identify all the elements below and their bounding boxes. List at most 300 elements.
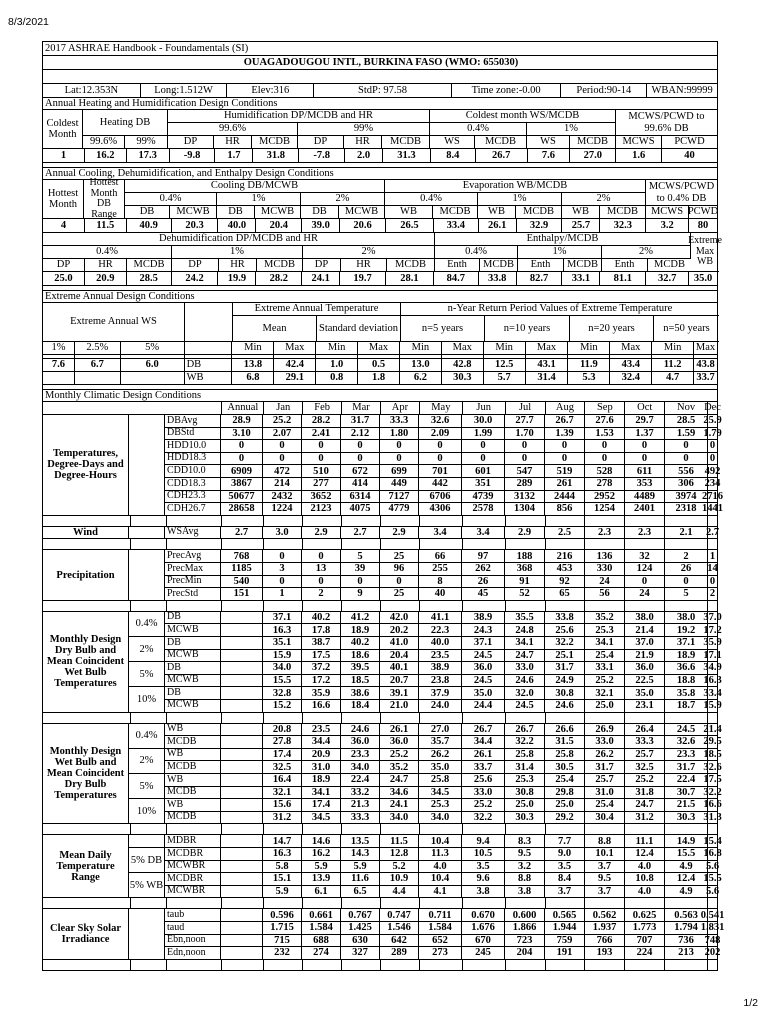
monthly-value: 5.9 <box>302 861 341 874</box>
humidification-header: Humidification DP/MCDB and HR <box>168 110 430 123</box>
monthly-value: 11.1 <box>625 835 665 848</box>
table-cell <box>381 898 420 909</box>
table-cell: DB <box>125 206 170 219</box>
table-cell: MCDB <box>433 206 478 219</box>
month-header: Feb <box>303 402 342 415</box>
table-row <box>165 636 722 650</box>
monthly-value: 699 <box>380 465 419 478</box>
percentile-label: 10% <box>129 799 165 824</box>
monthly-value: 25.8 <box>419 774 462 787</box>
dehum-value: 19.7 <box>340 272 386 286</box>
monthly-value: 20.9 <box>302 749 341 762</box>
monthly-value: 1.831 <box>700 922 725 934</box>
monthly-value: 0 <box>462 453 505 466</box>
monthly-value: 16.4 <box>263 774 302 787</box>
monthly-value: 28.2 <box>302 415 341 428</box>
table-cell: MCDB <box>475 136 527 149</box>
monthly-value: 4.9 <box>665 861 708 874</box>
table-cell <box>342 516 381 527</box>
monthly-value: 24.1 <box>380 799 419 812</box>
monthly-value: 26.9 <box>585 724 625 737</box>
table-cell: DB <box>301 206 339 219</box>
monthly-value: 1.715 <box>263 922 302 935</box>
monthly-value: 688 <box>302 935 341 948</box>
row-label: DBAvg <box>165 415 221 428</box>
table-cell <box>625 516 665 527</box>
monthly-value: 25.7 <box>625 749 665 762</box>
table-cell: 99% <box>298 123 430 136</box>
month-header: Oct <box>625 402 665 415</box>
table-row <box>165 786 722 800</box>
monthly-value: 4306 <box>419 503 462 516</box>
row-label: MCDB <box>165 761 221 774</box>
extreme-section-title: Extreme Annual Design Conditions <box>43 291 717 303</box>
monthly-value: 1254 <box>585 503 625 516</box>
monthly-value: 0 <box>625 576 665 589</box>
extreme-value: 32.4 <box>610 372 652 385</box>
monthly-value: 540 <box>221 576 263 589</box>
table-row <box>43 359 717 372</box>
monthly-value: 766 <box>585 935 625 948</box>
row-label: PrecAvg <box>165 550 221 563</box>
row-label: MDBR <box>165 835 221 848</box>
monthly-value: 3.2 <box>505 861 545 874</box>
extreme-value: 11.9 <box>568 359 610 372</box>
monthly-value <box>221 947 263 960</box>
month-header: Jul <box>506 402 546 415</box>
heating-value: -7.8 <box>299 149 345 163</box>
table-cell <box>546 516 586 527</box>
monthly-value: 31.2 <box>263 812 302 825</box>
monthly-value: 1441 <box>702 503 723 515</box>
monthly-value: 36.0 <box>625 662 665 675</box>
monthly-value: 17.5 <box>302 650 341 663</box>
monthly-value: 642 <box>380 935 419 948</box>
monthly-value: 21.0 <box>380 700 419 713</box>
monthly-value: 40.2 <box>341 637 380 650</box>
table-cell <box>585 516 625 527</box>
table-cell <box>546 601 586 612</box>
extreme-value: 31.4 <box>526 372 569 385</box>
monthly-value: 0 <box>380 453 419 466</box>
table-cell <box>625 898 665 909</box>
monthly-value: 0 <box>462 440 505 453</box>
dehum-value: 19.9 <box>218 272 256 286</box>
monthly-value: 26.1 <box>380 724 419 737</box>
monthly-value: 10.4 <box>419 873 462 886</box>
monthly-value: 3652 <box>302 491 341 504</box>
location-field: Long:1.512W <box>141 84 228 98</box>
monthly-value: 1.99 <box>462 428 505 441</box>
monthly-value: 6706 <box>419 491 462 504</box>
monthly-value: 56 <box>585 588 625 601</box>
table-row <box>43 84 717 98</box>
table-cell <box>420 824 463 835</box>
monthly-value: 24.5 <box>462 650 505 663</box>
table-cell: 1% <box>478 193 562 206</box>
table-cell: Min <box>568 342 610 355</box>
monthly-value: 38.0 <box>625 612 665 625</box>
monthly-value: 33.3 <box>341 812 380 825</box>
cooling-value: 80 <box>689 219 717 233</box>
monthly-value <box>221 787 263 800</box>
row-label: CDD18.3 <box>165 478 221 491</box>
monthly-value: 30.4 <box>585 812 625 825</box>
enthalpy-header: Enthalpy/MCDB <box>435 233 691 246</box>
table-row <box>165 735 722 749</box>
monthly-value <box>221 909 263 922</box>
cooling-value: 3.2 <box>646 219 689 233</box>
table-row <box>125 206 717 219</box>
table-cell <box>264 601 303 612</box>
monthly-value: 35.8 <box>665 687 708 700</box>
row-label: MCWB <box>165 675 221 688</box>
table-cell <box>463 960 506 970</box>
monthly-value: 36.0 <box>341 736 380 749</box>
cooling-value: 4 <box>43 219 85 233</box>
table-row <box>165 872 722 886</box>
table-cell <box>463 713 506 724</box>
table-row <box>165 760 722 774</box>
table-cell <box>264 824 303 835</box>
db-range-header: Hottest Month DB Range <box>84 180 125 219</box>
table-cell <box>506 898 546 909</box>
table-cell <box>665 601 708 612</box>
monthly-value: 26.7 <box>462 724 505 737</box>
monthly-value <box>221 662 263 675</box>
table-cell <box>665 824 708 835</box>
table-cell: 0.4% <box>435 246 518 259</box>
monthly-value: 26.6 <box>545 724 585 737</box>
monthly-value: 27.6 <box>585 415 625 428</box>
table-cell: MCDB <box>382 136 430 149</box>
row-label: PrecMax <box>165 563 221 576</box>
monthly-value: 31.3 <box>703 812 722 824</box>
monthly-value: 0 <box>302 440 341 453</box>
row-label: WB <box>165 724 221 737</box>
monthly-value: 33.8 <box>545 612 585 625</box>
monthly-value <box>221 624 263 637</box>
table-row <box>165 502 723 516</box>
month-header: Dec <box>704 402 721 414</box>
table-cell <box>131 960 167 970</box>
monthly-value: 0.562 <box>585 909 625 922</box>
table-row <box>43 233 435 246</box>
monthly-value: 24.3 <box>462 624 505 637</box>
table-cell <box>222 898 264 909</box>
table-cell: Min <box>652 342 694 355</box>
monthly-value: 36.6 <box>665 662 708 675</box>
monthly-value: 2578 <box>462 503 505 516</box>
table-row <box>83 110 168 136</box>
monthly-value: 245 <box>462 947 505 960</box>
row-label: HDD10.0 <box>165 440 221 453</box>
table-cell <box>625 713 665 724</box>
monthly-value: 32.8 <box>263 687 302 700</box>
table-cell: MCDB <box>648 259 691 272</box>
table-cell <box>585 601 625 612</box>
heating-value: 2.0 <box>345 149 383 163</box>
table-cell: 6.0 <box>121 359 185 372</box>
table-row <box>165 490 723 504</box>
monthly-value: 24.8 <box>505 624 545 637</box>
monthly-value: 29.5 <box>703 736 722 748</box>
monthly-value: 35.0 <box>462 687 505 700</box>
table-cell <box>420 898 463 909</box>
monthly-value: 0.747 <box>380 909 419 922</box>
table-cell <box>167 516 223 527</box>
monthly-value: 3974 <box>665 491 708 504</box>
monthly-value: 23.1 <box>625 700 665 713</box>
table-cell: PCWD <box>662 136 717 149</box>
location-field: Lat:12.353N <box>43 84 141 98</box>
cooling-value: 25.7 <box>562 219 600 233</box>
monthly-value: 26 <box>462 576 505 589</box>
monthly-value: 17.1 <box>703 649 722 661</box>
table-cell <box>342 601 381 612</box>
monthly-value: 31.4 <box>505 761 545 774</box>
table-row <box>401 316 719 342</box>
monthly-value: 26.2 <box>585 749 625 762</box>
table-row <box>165 798 722 812</box>
monthly-value: 16.3 <box>263 624 302 637</box>
monthly-value: 25 <box>380 588 419 601</box>
monthly-value: 24.9 <box>545 675 585 688</box>
monthly-value: 34.5 <box>302 812 341 825</box>
monthly-value: 9.6 <box>462 873 505 886</box>
monthly-value: 32.2 <box>462 812 505 825</box>
table-cell: 99.6% <box>83 136 125 149</box>
monthly-value: 25.4 <box>585 650 625 663</box>
monthly-value: 289 <box>380 947 419 960</box>
row-label: DB <box>165 637 221 650</box>
monthly-value: 31.7 <box>341 415 380 428</box>
table-cell: n=10 years <box>485 316 570 342</box>
monthly-value: 18.9 <box>341 624 380 637</box>
monthly-value: 306 <box>665 478 708 491</box>
cooling-value: 32.3 <box>600 219 646 233</box>
monthly-value: 3.10 <box>221 428 263 441</box>
monthly-value: 66 <box>419 550 462 563</box>
table-row <box>168 123 430 136</box>
monthly-value: 0 <box>419 453 462 466</box>
table-cell: Max <box>358 342 400 355</box>
table-row <box>165 674 722 688</box>
extreme-temp-header: Extreme Annual Temperature <box>233 303 401 316</box>
monthly-value: 16.8 <box>703 848 722 860</box>
extreme-value: 42.8 <box>442 359 484 372</box>
table-cell <box>463 601 506 612</box>
monthly-value: 17.4 <box>302 799 341 812</box>
table-cell <box>131 713 167 724</box>
monthly-value: 204 <box>505 947 545 960</box>
row-label: MCWBR <box>165 886 221 899</box>
monthly-value: 191 <box>545 947 585 960</box>
monthly-value: 25.1 <box>545 650 585 663</box>
monthly-value: 14 <box>707 563 718 575</box>
monthly-value: 45 <box>462 588 505 601</box>
row-label: MCWB <box>165 650 221 663</box>
monthly-value <box>221 835 263 848</box>
table-cell <box>43 539 131 550</box>
monthly-value: 701 <box>419 465 462 478</box>
monthly-value: 28.9 <box>221 415 263 428</box>
monthly-value <box>221 935 263 948</box>
monthly-value: 24.6 <box>341 724 380 737</box>
monthly-value: 652 <box>419 935 462 948</box>
monthly-value: 277 <box>302 478 341 491</box>
table-cell <box>222 713 264 724</box>
table-cell <box>546 960 586 970</box>
table-cell: 7.6 <box>43 359 75 372</box>
table-cell: 0.4% <box>430 123 527 136</box>
table-cell <box>43 713 131 724</box>
monthly-value: 7127 <box>380 491 419 504</box>
monthly-value: 26 <box>665 563 708 576</box>
monthly-value: 27.0 <box>419 724 462 737</box>
monthly-value: 4.1 <box>419 886 462 899</box>
table-cell: WS <box>430 136 475 149</box>
monthly-value: 33.0 <box>585 736 625 749</box>
monthly-value: 0 <box>665 576 708 589</box>
group-label: Temperatures, Degree-Days and Degree-Hours <box>43 415 129 516</box>
monthly-value: 0 <box>419 440 462 453</box>
monthly-value: 453 <box>545 563 585 576</box>
monthly-value: 39.1 <box>380 687 419 700</box>
monthly-value: 0 <box>380 576 419 589</box>
heating-db-header: Heating DB <box>83 110 168 136</box>
monthly-value: 26.7 <box>505 724 545 737</box>
monthly-value: 0.661 <box>302 909 341 922</box>
monthly-value: 1.53 <box>585 428 625 441</box>
monthly-value: 9 <box>341 588 380 601</box>
table-row <box>165 748 722 762</box>
monthly-value: 0 <box>709 440 716 452</box>
table-cell <box>420 539 463 550</box>
monthly-value: 18.6 <box>341 650 380 663</box>
monthly-value: 193 <box>585 947 625 960</box>
row-label: PrecStd <box>165 588 221 601</box>
location-field: Period:90-14 <box>561 84 647 98</box>
monthly-value: 9.5 <box>505 848 545 861</box>
table-row <box>165 661 722 675</box>
table-cell: Enth <box>435 259 480 272</box>
dehum-value: 82.7 <box>517 272 563 286</box>
monthly-value: 1224 <box>263 503 302 516</box>
table-row <box>83 136 717 149</box>
table-row <box>233 303 401 316</box>
monthly-value: 3.8 <box>462 886 505 899</box>
monthly-value <box>221 637 263 650</box>
monthly-value: 38.9 <box>462 612 505 625</box>
monthly-value: 0.625 <box>625 909 665 922</box>
table-cell: 1% <box>518 246 602 259</box>
table-cell: PCWD <box>687 206 719 218</box>
monthly-value: 3132 <box>505 491 545 504</box>
monthly-value: 15.4 <box>703 835 722 847</box>
table-cell <box>129 909 165 959</box>
monthly-value: 37.1 <box>665 637 708 650</box>
coldest-ws-header: Coldest month WS/MCDB <box>430 110 616 123</box>
extreme-value: 43.4 <box>610 359 652 372</box>
monthly-value: 31.8 <box>625 787 665 800</box>
cooling-section-title: Annual Cooling, Dehumidification, and Enthalpy Design Conditions <box>43 168 717 180</box>
climate-design-sheet <box>42 41 725 971</box>
monthly-value <box>221 650 263 663</box>
table-row <box>165 550 717 563</box>
monthly-value: 10.8 <box>625 873 665 886</box>
monthly-value: 11.3 <box>419 848 462 861</box>
monthly-value: 12.4 <box>625 848 665 861</box>
monthly-value: 34.4 <box>462 736 505 749</box>
monthly-value: 0 <box>625 440 665 453</box>
monthly-value: 33.4 <box>703 687 722 699</box>
monthly-value: 25.3 <box>505 774 545 787</box>
monthly-value: 2.41 <box>302 428 341 441</box>
monthly-value: 92 <box>545 576 585 589</box>
monthly-value: 34.4 <box>302 736 341 749</box>
table-cell: HR <box>219 259 257 272</box>
monthly-value: 6314 <box>341 491 380 504</box>
table-row <box>165 414 722 428</box>
monthly-value: 3.4 <box>462 527 505 540</box>
table-cell <box>131 539 167 550</box>
monthly-value: 23.5 <box>419 650 462 663</box>
extreme-value: 42.4 <box>274 359 316 372</box>
table-cell: Enth <box>518 259 564 272</box>
cooling-value: 33.4 <box>434 219 479 233</box>
monthly-value: 1 <box>709 550 716 562</box>
table-row <box>401 303 719 316</box>
table-cell <box>420 601 463 612</box>
table-cell <box>463 898 506 909</box>
row-label: CDD10.0 <box>165 465 221 478</box>
monthly-value: 8.3 <box>505 835 545 848</box>
table-cell: 0.4% <box>43 246 172 259</box>
monthly-value: 35.9 <box>302 687 341 700</box>
group-label: Wind <box>43 527 129 540</box>
monthly-value: 32.6 <box>703 761 722 773</box>
monthly-value: 10.9 <box>380 873 419 886</box>
monthly-value: 23.3 <box>341 749 380 762</box>
monthly-value: 768 <box>221 550 263 563</box>
monthly-value: 34.0 <box>419 812 462 825</box>
monthly-value: 547 <box>505 465 545 478</box>
monthly-value: 262 <box>462 563 505 576</box>
table-row <box>43 402 721 415</box>
dehum-value: 84.7 <box>434 272 479 286</box>
monthly-value: 20.4 <box>380 650 419 663</box>
table-cell <box>665 539 708 550</box>
table-row <box>43 342 717 355</box>
percentile-label: 5% <box>129 774 165 799</box>
cooling-value: 39.0 <box>302 219 340 233</box>
row-label: DB <box>165 612 221 625</box>
table-cell <box>585 539 625 550</box>
monthly-value: 38.0 <box>665 612 708 625</box>
monthly-value: 31.0 <box>302 761 341 774</box>
monthly-value: 1 <box>263 588 302 601</box>
monthly-value: 449 <box>380 478 419 491</box>
monthly-value: 5.6 <box>705 860 720 872</box>
monthly-value: 37.9 <box>419 687 462 700</box>
table-row <box>165 834 722 848</box>
table-cell <box>129 550 165 600</box>
table-row <box>165 453 717 466</box>
table-row <box>43 960 717 970</box>
monthly-value: 25.0 <box>585 700 625 713</box>
heating-value: 7.6 <box>528 149 571 163</box>
